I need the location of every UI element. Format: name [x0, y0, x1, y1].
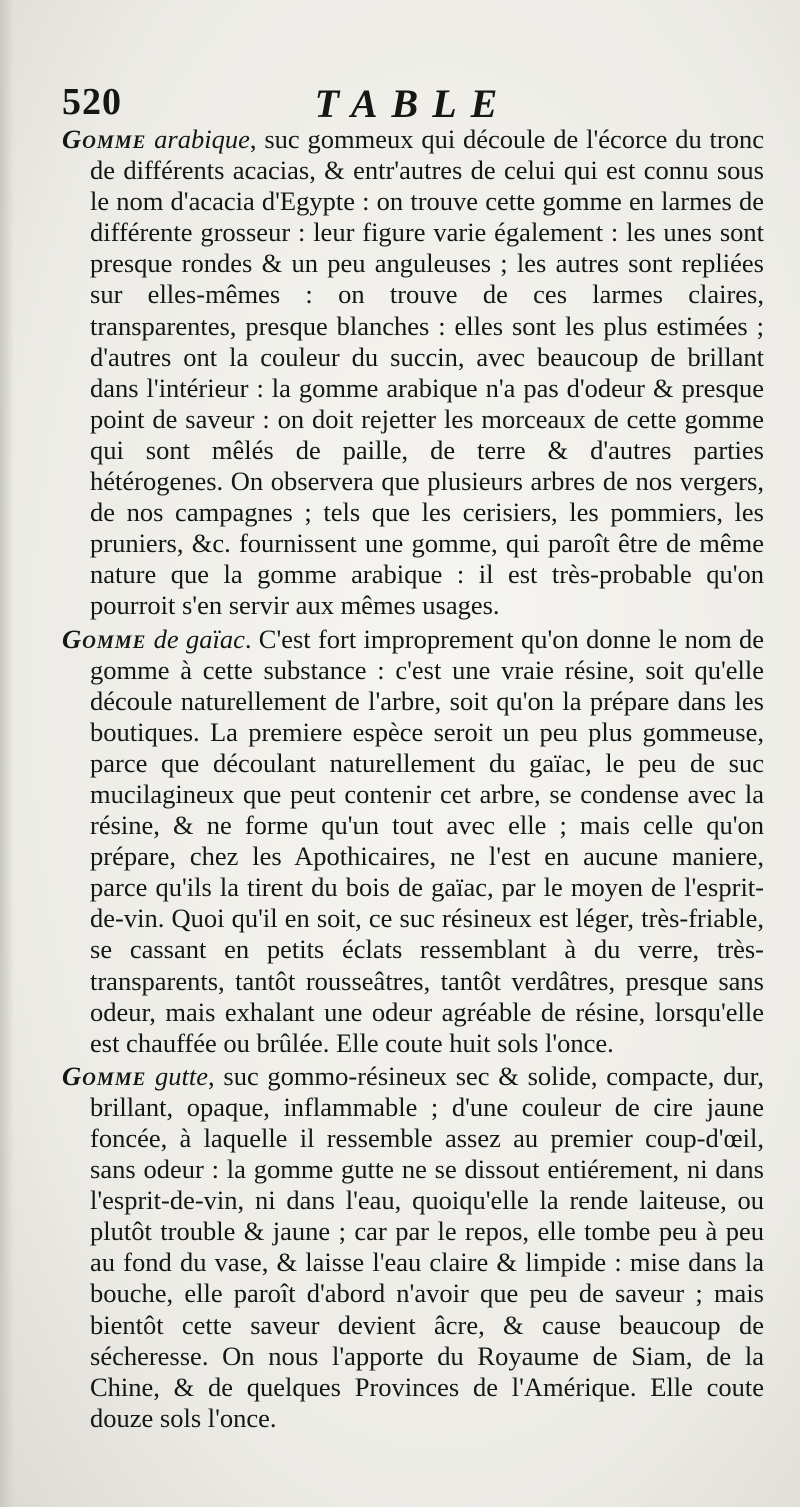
running-title: TABLE [314, 81, 512, 126]
entry-text: , suc gommeux qui découle de l'écorce du tronc de différents acacias, & entr'autres de celui qui est connu sous le nom d'acacia d'Egypte : on trouve cette gomme en larmes de différente grosseur : leur figure varie également : les unes sont presque rondes & un peu anguleuses ; les autres sont repliées sur elles-mêmes : on trouve de ces larmes claires, transparentes, presque blanches : elles sont les plus estimées ; d'autres ont la couleur du succin, avec beaucoup de brillant dans l'intérieur : la gomme arabique n'a pas d'odeur & presque point de saveur : on doit rejetter les morceaux de cette gomme qui sont mêlés de paille, de terre & d'autres parties hétérogenes. On observera que plusieurs arbres de nos vergers, de nos campagnes ; tels que les cerisiers, les pommiers, les pruniers, &c. fournissent une gomme, qui paroît être de même nature que la gomme arabique : il est très-probable qu'on pourroit s'en servir aux mêmes usages. [90, 124, 765, 621]
entry-headword: Gomme [62, 623, 147, 654]
entry-headword: Gomme [62, 1060, 147, 1091]
entry-gomme-de-gaiac [62, 624, 764, 1059]
entry-headword: Gomme [62, 124, 147, 154]
page-header [62, 80, 764, 124]
page-number: 520 [62, 81, 122, 123]
entry-gomme-arabique [62, 124, 764, 622]
entry-gomme-gutte [62, 1061, 764, 1434]
entry-text: , suc gommo-résineux sec & solide, compacte, dur, brillant, opaque, inflammable ; d'une couleur de cire jaune foncée, à laquelle il ressemble assez au premier coup-d'œil, sans odeur : la gomme gutte ne se dissout entiérement, ni dans l'esprit-de-vin, ni dans l'eau, quoiqu'elle la rende laiteuse, ou plutôt trouble & jaune ; car par le repos, elle tombe peu à peu au fond du vase, & laisse l'eau claire & limpide : mise dans la bouche, elle paroît d'abord n'avoir que peu de saveur ; mais bientôt cette saveur devient âcre, & cause beaucoup de sécheresse. On nous l'apporte du Royaume de Siam, de la Chine, & de quelques Provinces de l'Amérique. Elle coute douze sols l'once. [90, 1060, 764, 1433]
page-gutter-shadow [0, 0, 14, 1507]
entry-qualifier: gutte [155, 1060, 209, 1091]
entry-qualifier: arabique [154, 124, 250, 154]
entry-qualifier: de gaïac [153, 623, 245, 654]
entry-text: . C'est fort improprement qu'on donne le nom de gomme à cette substance : c'est une vraie résine, soit qu'elle découle naturellement de l'arbre, soit qu'on la prépare dans les boutiques. La premiere espèce seroit un peu plus gommeuse, parce que découlant naturellement du gaïac, le peu de suc mucilagineux que peut contenir cet arbre, se condense avec la résine, & ne forme qu'un tout avec elle ; mais celle qu'on prépare, chez les Apothicaires, ne l'est en aucune maniere, parce qu'ils la tirent du bois de gaïac, par le moyen de l'esprit-de-vin. Quoi qu'il en soit, ce suc résineux est léger, très-friable, se cassant en petits éclats ressemblant à du verre, très-transparents, tantôt rousseâtres, tantôt verdâtres, presque sans odeur, mais exhalant une odeur agréable de résine, lorsqu'elle est chauffée ou brûlée. Elle coute huit sols l'once. [90, 623, 765, 1058]
